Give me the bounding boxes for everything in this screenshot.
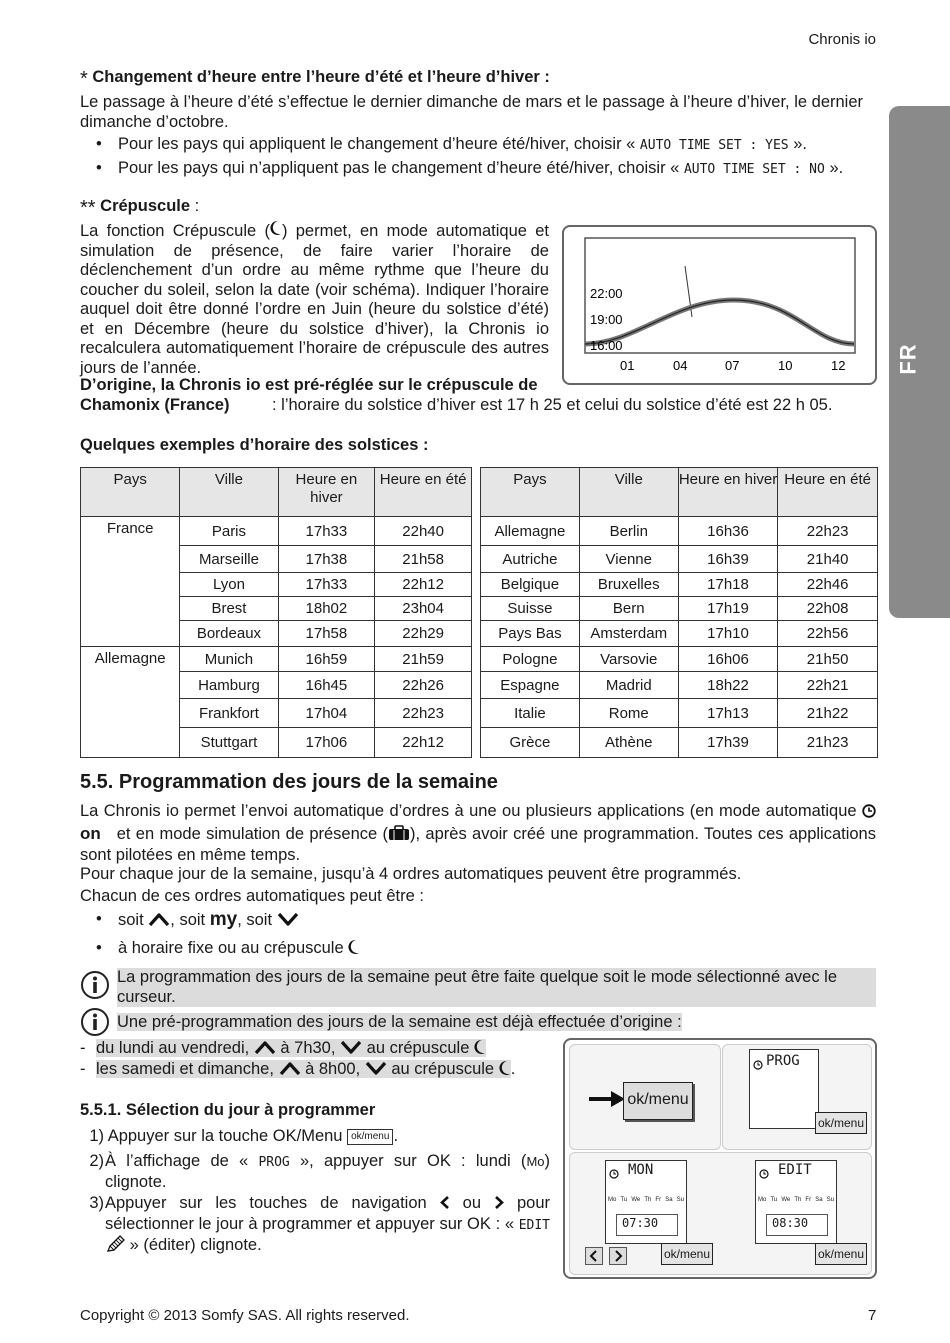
weekday-label: Fr	[655, 1197, 662, 1203]
down-arrow-icon	[340, 1040, 362, 1061]
cell-hiver: 17h19	[678, 597, 778, 621]
x-tick-10: 10	[778, 358, 793, 373]
cell-pays: Espagne	[481, 672, 580, 699]
clock-icon	[753, 1057, 763, 1075]
cell-ete: 22h56	[778, 621, 878, 647]
cell-ete: 21h58	[375, 546, 472, 573]
cell-hiver: 17h33	[278, 517, 375, 546]
cell-ete: 21h22	[778, 699, 878, 728]
col-ville: Ville	[180, 468, 278, 517]
ok-menu-button[interactable]: ok/menu	[661, 1243, 713, 1265]
pencil-icon	[105, 1235, 125, 1259]
weekday-label: We	[631, 1197, 641, 1203]
info-icon	[80, 1007, 110, 1042]
dst-bullet-no: • Pour les pays qui n’appliquent pas le changement d’heure été/hiver, choisir « AUTO TIME SET : NO ».	[80, 159, 880, 180]
weekday-label: Mo	[608, 1197, 617, 1203]
cell-ville: Varsovie	[579, 647, 678, 672]
dusk-moon-icon	[270, 220, 282, 242]
order-bullet-positions: • soit , soit my, soit	[80, 910, 876, 933]
weekday-label: Th	[644, 1197, 652, 1203]
cell-hiver: 17h39	[678, 728, 778, 758]
lcd-mon-text: MON	[628, 1162, 654, 1178]
weekday-label: Tu	[620, 1197, 628, 1203]
col-hiver: Heure en hiver	[278, 468, 375, 517]
cell-ete: 22h23	[778, 517, 878, 546]
cell-pays: Allemagne	[81, 647, 180, 758]
my-label: my	[209, 909, 238, 930]
dst-bullets	[80, 135, 880, 179]
cell-ville: Amsterdam	[579, 621, 678, 647]
ok-menu-button[interactable]: ok/menu	[623, 1082, 693, 1120]
order-bullet-timing: • à horaire fixe ou au crépuscule	[80, 939, 876, 961]
cell-hiver: 17h06	[278, 728, 375, 758]
col-pays: Pays	[481, 468, 580, 517]
suitcase-icon	[388, 825, 410, 847]
default-program-1: - du lundi au vendredi, à 7h30, au crépuscule	[80, 1039, 550, 1061]
chevron-left-icon	[440, 1195, 450, 1215]
cell-pays: Belgique	[481, 573, 580, 597]
info-icon	[80, 970, 110, 1005]
dusk-heading-text: Crépuscule	[100, 197, 191, 215]
col-ete: Heure en été	[375, 468, 472, 517]
moon-icon	[474, 1039, 486, 1061]
cell-ville: Hamburg	[180, 672, 278, 699]
weekday-label: Su	[676, 1197, 684, 1203]
cell-hiver: 17h38	[278, 546, 375, 573]
cell-ete: 21h59	[375, 647, 472, 672]
programming-figure	[563, 1038, 877, 1279]
dusk-default-bold: D’origine, la Chronis io est pré-réglée sur le crépuscule de Chamonix (France)	[80, 376, 538, 414]
col-ete: Heure en été	[778, 468, 878, 517]
table-row	[481, 672, 878, 699]
weekday-label: Su	[826, 1197, 834, 1203]
dst-paragraph: Le passage à l’heure d’été s’effectue le dernier dimanche de mars et le passage à l’heure d’hiver, le dernier dimanche d’octobre.	[80, 93, 864, 131]
cell-ete: 23h04	[375, 597, 472, 621]
cell-ville: Athène	[579, 728, 678, 758]
cell-hiver: 17h18	[678, 573, 778, 597]
cell-hiver: 16h06	[678, 647, 778, 672]
weekday-row	[758, 1197, 834, 1203]
cell-ville: Munich	[180, 647, 278, 672]
cell-hiver: 17h58	[278, 621, 375, 647]
down-arrow-icon	[365, 1061, 387, 1082]
x-tick-07: 07	[725, 358, 740, 373]
moon-icon	[348, 939, 360, 961]
weekday-label: We	[781, 1197, 791, 1203]
cell-ete: 22h29	[375, 621, 472, 647]
up-arrow-icon	[254, 1040, 276, 1061]
y-tick-2200: 22:00	[590, 286, 623, 301]
page-number: 7	[868, 1307, 877, 1324]
clock-icon	[759, 1166, 769, 1184]
cell-hiver: 17h13	[678, 699, 778, 728]
examples-heading: Quelques exemples d’horaire des solstices :	[80, 436, 429, 454]
cell-pays: Grèce	[481, 728, 580, 758]
cell-ville: Bern	[579, 597, 678, 621]
table-row	[81, 517, 472, 546]
section-55-p2: Pour chaque jour de la semaine, jusqu’à 4 ordres automatiques peuvent être programmés.	[80, 865, 742, 883]
up-arrow-icon	[279, 1061, 301, 1082]
down-arrow-icon	[277, 912, 299, 933]
cell-pays: Pays Bas	[481, 621, 580, 647]
dusk-chart	[562, 225, 877, 385]
weekday-label: Th	[794, 1197, 802, 1203]
cell-ete: 21h40	[778, 546, 878, 573]
dusk-stars: **	[80, 197, 96, 219]
cell-pays: Allemagne	[481, 517, 580, 546]
cell-ete: 21h50	[778, 647, 878, 672]
cell-hiver: 16h39	[678, 546, 778, 573]
col-pays: Pays	[81, 468, 180, 517]
cell-hiver: 16h36	[678, 517, 778, 546]
moon-icon	[499, 1060, 511, 1082]
language-tab	[889, 106, 950, 618]
dusk-paragraph: La fonction Crépuscule ( ) permet, en mode automatique et simulation de présence, de faire varier l’horaire de déclenchement d’un ordre au même rythme que l’heure du coucher du soleil, selon la date (voir schéma). Indiquer l’horaire auquel doit être donné l’ordre en Juin (heure du solstice d’été) et en Décembre (heure du solstice d’hiver), la Chronis io recalculera automatiquement l’horaire de crépuscule des autres jours de l’année.	[80, 222, 549, 377]
cell-ete: 22h08	[778, 597, 878, 621]
dst-heading-text: Changement d’heure entre l’heure d’été et l’heure d’hiver :	[92, 68, 550, 86]
lcd-screen-3b	[755, 1160, 837, 1244]
chevron-right-icon	[494, 1195, 504, 1215]
cell-ville: Stuttgart	[180, 728, 278, 758]
auto-time-no-code: AUTO TIME SET : NO	[683, 161, 825, 177]
cell-ville: Brest	[180, 597, 278, 621]
section-551-title: 5.5.1. Sélection du jour à programmer	[80, 1101, 376, 1119]
table-row	[481, 517, 878, 546]
lcd-screen-3a	[605, 1160, 687, 1244]
lcd-time-box: 07:30	[616, 1214, 678, 1236]
section-55-title: 5.5. Programmation des jours de la semaine	[80, 771, 498, 793]
lcd-edit-text: EDIT	[778, 1162, 812, 1178]
weekday-label: Tu	[770, 1197, 778, 1203]
weekday-label: Sa	[665, 1197, 673, 1203]
dusk-heading: ** Crépuscule :	[80, 197, 200, 219]
cell-ete: 22h21	[778, 672, 878, 699]
y-tick-1600: 16:00	[590, 338, 623, 353]
cell-ete: 22h46	[778, 573, 878, 597]
cell-ville: Bruxelles	[579, 573, 678, 597]
up-arrow-icon	[148, 912, 170, 933]
dst-heading	[80, 68, 880, 90]
info-note-2: Une pré-programmation des jours de la semaine est déjà effectuée d’origine :	[117, 1013, 682, 1031]
pointing-arrow-icon	[587, 1088, 627, 1115]
cell-hiver: 17h33	[278, 573, 375, 597]
ok-menu-key: ok/menu	[347, 1129, 393, 1145]
table-row	[481, 647, 878, 672]
cell-hiver: 16h59	[278, 647, 375, 672]
cell-pays: Italie	[481, 699, 580, 728]
clock-icon	[609, 1166, 619, 1184]
ok-menu-button[interactable]: ok/menu	[815, 1243, 867, 1265]
weekday-row	[608, 1197, 684, 1203]
order-type-bullets	[80, 910, 876, 960]
language-tab-label: FR	[895, 343, 921, 375]
cell-pays: Autriche	[481, 546, 580, 573]
dusk-default-rest: : l’horaire du solstice d’hiver est 17 h 25 et celui du solstice d’été est 22 h 05.	[272, 396, 833, 414]
table-row	[481, 621, 878, 647]
info-note-1: La programmation des jours de la semaine peut être faite quelque soit le mode sélectionné avec le curseur.	[117, 968, 876, 1007]
cell-ville: Vienne	[579, 546, 678, 573]
solstice-table-right	[480, 467, 878, 758]
col-ville: Ville	[579, 468, 678, 517]
nav-right-button[interactable]	[609, 1247, 627, 1265]
step-1: 1) Appuyer sur la touche OK/Menu ok/menu .	[89, 1127, 399, 1145]
col-hiver: Heure en hiver	[678, 468, 778, 517]
cell-hiver: 16h45	[278, 672, 375, 699]
cell-hiver: 18h02	[278, 597, 375, 621]
table-row	[481, 728, 878, 758]
cell-ete: 22h23	[375, 699, 472, 728]
clock-auto-icon	[862, 804, 876, 824]
solstice-table-left	[80, 467, 472, 758]
weekday-label: Mo	[758, 1197, 767, 1203]
dst-bullet-yes: • Pour les pays qui appliquent le changement d’heure été/hiver, choisir « AUTO TIME SET : YES ».	[80, 135, 880, 156]
edit-code: EDIT	[518, 1217, 551, 1233]
cell-ete: 22h26	[375, 672, 472, 699]
lcd-time-box: 08:30	[766, 1214, 828, 1236]
cell-ville: Paris	[180, 517, 278, 546]
on-label: on	[80, 823, 101, 843]
step-3: 3) Appuyer sur les touches de navigation ou pour sélectionner le jour à programmer et appuyer sur OK : « EDIT » (éditer) clignote.	[80, 1194, 550, 1259]
x-tick-01: 01	[620, 358, 635, 373]
cell-ete: 22h12	[375, 728, 472, 758]
cell-ville: Bordeaux	[180, 621, 278, 647]
dusk-chart-moon-icon	[673, 242, 688, 265]
cell-ete: 22h40	[375, 517, 472, 546]
cell-pays: France	[81, 517, 180, 647]
cell-ete: 22h12	[375, 573, 472, 597]
section-55-intro: La Chronis io permet l’envoi automatique d’ordres à une ou plusieurs applications (en mode automatique on et en mode simulation de présence ( ), après avoir créé une programmation. Toutes ces applications sont pilotées en même temps.	[80, 802, 876, 864]
cell-ville: Marseille	[180, 546, 278, 573]
table-row	[481, 597, 878, 621]
table-row	[81, 647, 472, 672]
cell-ville: Rome	[579, 699, 678, 728]
x-tick-04: 04	[673, 358, 688, 373]
cell-hiver: 18h22	[678, 672, 778, 699]
x-tick-12: 12	[831, 358, 846, 373]
table-row	[481, 699, 878, 728]
section-55-p3: Chacun de ces ordres automatiques peut être :	[80, 887, 424, 905]
dst-star: *	[80, 68, 88, 90]
table-row	[481, 573, 878, 597]
header-title: Chronis io	[808, 31, 876, 48]
cell-ville: Madrid	[579, 672, 678, 699]
default-program-2: - les samedi et dimanche, à 8h00, au crépuscule .	[80, 1060, 560, 1082]
cell-ville: Frankfort	[180, 699, 278, 728]
cell-ville: Lyon	[180, 573, 278, 597]
cell-hiver: 17h04	[278, 699, 375, 728]
cell-ville: Berlin	[579, 517, 678, 546]
weekday-label: Fr	[805, 1197, 812, 1203]
cell-pays: Suisse	[481, 597, 580, 621]
weekday-label: Sa	[815, 1197, 823, 1203]
cell-hiver: 17h10	[678, 621, 778, 647]
lcd-screen-2	[749, 1049, 819, 1129]
lcd-prog-text: PROG	[766, 1053, 800, 1069]
table-row	[481, 546, 878, 573]
ok-menu-button[interactable]: ok/menu	[815, 1112, 867, 1134]
mo-label: Mo	[526, 1154, 545, 1169]
cell-ete: 21h23	[778, 728, 878, 758]
auto-time-yes-code: AUTO TIME SET : YES	[639, 138, 789, 153]
prog-code: PROG	[258, 1155, 290, 1170]
y-tick-1900: 19:00	[590, 312, 623, 327]
cell-pays: Pologne	[481, 647, 580, 672]
footer-copyright: Copyright © 2013 Somfy SAS. All rights reserved.	[80, 1307, 410, 1324]
step-2: 2) À l’affichage de « PROG », appuyer sur OK : lundi (Mo) clignote.	[89, 1152, 550, 1191]
nav-left-button[interactable]	[585, 1247, 603, 1265]
